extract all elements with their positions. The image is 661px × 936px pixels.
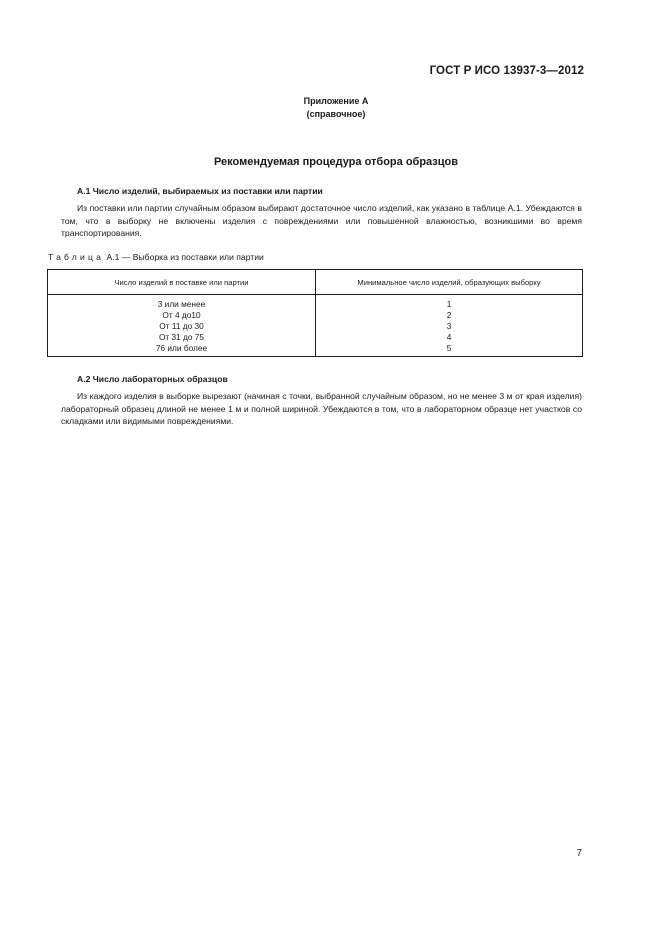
table-header-sample-size: Минимальное число изделий, образующих выборку <box>316 270 583 295</box>
section-a1-heading: А.1 Число изделий, выбираемых из поставки или партии <box>77 186 323 196</box>
table-header-lot-size: Число изделий в поставке или партии <box>48 270 316 295</box>
appendix-header <box>0 95 661 121</box>
table-row <box>48 310 583 321</box>
section-a2-paragraph <box>61 390 582 428</box>
appendix-subtitle: (справочное) <box>306 109 366 119</box>
table-cell-sample-size: 5 <box>316 343 583 357</box>
table-cell-lot-size: От 4 до10 <box>48 310 316 321</box>
table-caption <box>48 252 264 262</box>
section-a2-text: Из каждого изделия в выборке вырезают (начиная с точки, выбранной случайным образом, но не менее 3 м от края изделия) лабораторный образец длиной не менее 1 м и полной шириной. Убеждаются в том, что в лабораторном образце нет участков со складками или видимыми повреждениями. <box>61 391 582 426</box>
table-row <box>48 321 583 332</box>
table-caption-text: А.1 — Выборка из поставки или партии <box>104 252 264 262</box>
table-cell-sample-size: 4 <box>316 332 583 343</box>
table-cell-lot-size: От 31 до 75 <box>48 332 316 343</box>
standard-code: ГОСТ Р ИСО 13937-3—2012 <box>429 65 584 77</box>
table-row <box>48 343 583 357</box>
page-number: 7 <box>576 848 582 859</box>
section-a1-text: Из поставки или партии случайным образом выбирают достаточное число изделий, как указано в таблице А.1. Убеждаются в том, что в выборку не включены изделия с повреждениями или повышенной влажностью, возникшими во время транспортирования. <box>61 203 582 238</box>
table-row <box>48 332 583 343</box>
table-cell-sample-size: 2 <box>316 310 583 321</box>
section-a1-paragraph <box>61 202 582 240</box>
table-caption-label: Таблица <box>48 252 105 262</box>
table-cell-sample-size: 3 <box>316 321 583 332</box>
table-cell-lot-size: 3 или менее <box>48 295 316 311</box>
sampling-table <box>47 269 583 357</box>
section-a2-heading: А.2 Число лабораторных образцов <box>77 374 228 384</box>
table-cell-sample-size: 1 <box>316 295 583 311</box>
table-header-row <box>48 270 583 295</box>
table-cell-lot-size: От 11 до 30 <box>48 321 316 332</box>
appendix-title: Приложение А <box>303 96 369 106</box>
table-cell-lot-size: 76 или более <box>48 343 316 357</box>
table-row <box>48 295 583 311</box>
page-title: Рекомендуемая процедура отбора образцов <box>213 156 459 168</box>
